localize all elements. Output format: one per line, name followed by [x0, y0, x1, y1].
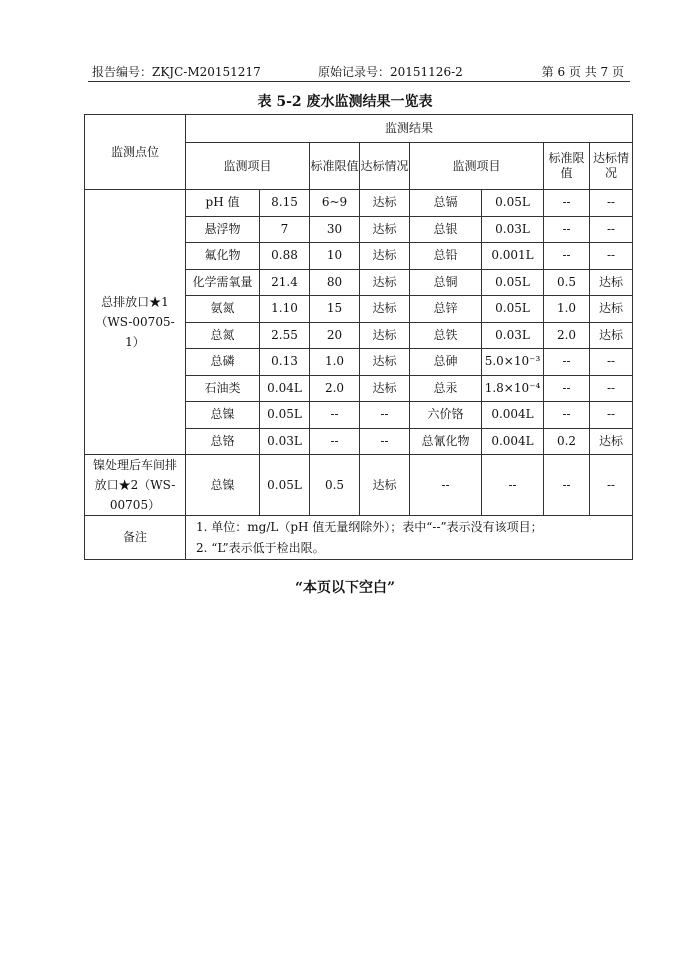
- item-value: 1.10: [260, 296, 310, 323]
- table-body: [85, 115, 633, 560]
- item-status: 达标: [360, 349, 410, 376]
- item-value-2: 1.8×10⁻⁴: [482, 375, 544, 402]
- column-header-item: 监测项目: [186, 143, 310, 190]
- report-number: 报告编号：ZKJC-M20151217: [92, 65, 261, 79]
- item-value-2: 0.03L: [482, 322, 544, 349]
- monitoring-point-label: 镍处理后车间排放口★2（WS-00705）: [85, 455, 186, 516]
- results-table: [84, 114, 633, 560]
- item-limit-2: 2.0: [544, 322, 590, 349]
- item-name: 氨氮: [186, 296, 260, 323]
- item-value-2: --: [482, 455, 544, 516]
- item-name-2: 总氰化物: [410, 428, 482, 455]
- item-status: 达标: [360, 455, 410, 516]
- item-status-2: 达标: [590, 269, 633, 296]
- item-name-2: 总银: [410, 216, 482, 243]
- item-name-2: 总铅: [410, 243, 482, 270]
- column-header-item-2: 监测项目: [410, 143, 544, 190]
- item-name-2: --: [410, 455, 482, 516]
- item-value-2: 0.001L: [482, 243, 544, 270]
- item-status: --: [360, 428, 410, 455]
- table-row: [85, 455, 633, 516]
- item-value-2: 0.03L: [482, 216, 544, 243]
- column-header-status-2: 达标情况: [590, 143, 633, 190]
- column-header-point: 监测点位: [85, 115, 186, 190]
- item-name-2: 总砷: [410, 349, 482, 376]
- item-limit-2: --: [544, 402, 590, 429]
- item-limit: 30: [310, 216, 360, 243]
- page-end-note: “本页以下空白”: [294, 580, 396, 596]
- monitoring-point-label: 总排放口★1（WS-00705-1）: [85, 190, 186, 455]
- item-limit: 1.0: [310, 349, 360, 376]
- item-value-2: 0.05L: [482, 296, 544, 323]
- item-limit-2: --: [544, 216, 590, 243]
- item-value: 0.04L: [260, 375, 310, 402]
- item-value: 0.13: [260, 349, 310, 376]
- item-value: 0.88: [260, 243, 310, 270]
- item-status: 达标: [360, 216, 410, 243]
- item-name: 氟化物: [186, 243, 260, 270]
- item-limit-2: --: [544, 243, 590, 270]
- item-status: 达标: [360, 269, 410, 296]
- item-limit-2: 1.0: [544, 296, 590, 323]
- item-status-2: --: [590, 375, 633, 402]
- item-value-2: 5.0×10⁻³: [482, 349, 544, 376]
- item-status-2: --: [590, 349, 633, 376]
- table-row: [85, 190, 633, 217]
- item-status: --: [360, 402, 410, 429]
- column-header-results: 监测结果: [186, 115, 633, 143]
- page-number: 第 6 页 共 7 页: [541, 65, 624, 79]
- item-value: 0.05L: [260, 402, 310, 429]
- item-name: pH 值: [186, 190, 260, 217]
- column-header-limit: 标准限值: [310, 143, 360, 190]
- item-name: 悬浮物: [186, 216, 260, 243]
- item-limit: 15: [310, 296, 360, 323]
- item-value: 7: [260, 216, 310, 243]
- item-limit: 6~9: [310, 190, 360, 217]
- item-value: 8.15: [260, 190, 310, 217]
- item-name: 总镍: [186, 455, 260, 516]
- item-value: 0.03L: [260, 428, 310, 455]
- item-limit-2: 0.2: [544, 428, 590, 455]
- table-header-row: [85, 115, 633, 143]
- item-status: 达标: [360, 322, 410, 349]
- item-value: 21.4: [260, 269, 310, 296]
- item-value-2: 0.05L: [482, 269, 544, 296]
- column-header-status: 达标情况: [360, 143, 410, 190]
- item-name: 总镍: [186, 402, 260, 429]
- item-name-2: 总铜: [410, 269, 482, 296]
- column-header-limit-2: 标准限值: [544, 143, 590, 190]
- table-title: 表 5-2 废水监测结果一览表: [257, 94, 433, 110]
- item-limit-2: --: [544, 455, 590, 516]
- notes-label: 备注: [85, 516, 186, 560]
- item-value: 0.05L: [260, 455, 310, 516]
- item-name-2: 总镉: [410, 190, 482, 217]
- item-status: 达标: [360, 190, 410, 217]
- item-value-2: 0.004L: [482, 428, 544, 455]
- item-status-2: 达标: [590, 322, 633, 349]
- item-limit: 20: [310, 322, 360, 349]
- item-status-2: --: [590, 455, 633, 516]
- item-name-2: 总铁: [410, 322, 482, 349]
- item-limit: --: [310, 428, 360, 455]
- page-header: [88, 63, 630, 82]
- item-status: 达标: [360, 243, 410, 270]
- item-limit-2: --: [544, 349, 590, 376]
- notes-row: [85, 516, 633, 560]
- item-status-2: --: [590, 216, 633, 243]
- item-name: 总氮: [186, 322, 260, 349]
- item-name: 化学需氧量: [186, 269, 260, 296]
- item-status-2: 达标: [590, 296, 633, 323]
- item-status-2: 达标: [590, 428, 633, 455]
- item-value: 2.55: [260, 322, 310, 349]
- item-status-2: --: [590, 190, 633, 217]
- item-name-2: 总锌: [410, 296, 482, 323]
- note-line: 2. “L”表示低于检出限。: [196, 540, 325, 555]
- note-line: 1. 单位：mg/L（pH 值无量纲除外）；表中“--”表示没有该项目；: [196, 519, 543, 534]
- item-name: 总铬: [186, 428, 260, 455]
- item-limit: --: [310, 402, 360, 429]
- item-limit-2: 0.5: [544, 269, 590, 296]
- item-limit-2: --: [544, 375, 590, 402]
- item-name-2: 总汞: [410, 375, 482, 402]
- item-status-2: --: [590, 402, 633, 429]
- item-limit: 80: [310, 269, 360, 296]
- item-limit: 10: [310, 243, 360, 270]
- item-status: 达标: [360, 375, 410, 402]
- item-value-2: 0.004L: [482, 402, 544, 429]
- item-name-2: 六价铬: [410, 402, 482, 429]
- item-limit-2: --: [544, 190, 590, 217]
- item-value-2: 0.05L: [482, 190, 544, 217]
- notes-content: [186, 516, 633, 560]
- item-limit: 2.0: [310, 375, 360, 402]
- item-name: 石油类: [186, 375, 260, 402]
- item-status: 达标: [360, 296, 410, 323]
- item-limit: 0.5: [310, 455, 360, 516]
- record-number: 原始记录号：20151126-2: [318, 65, 463, 79]
- item-name: 总磷: [186, 349, 260, 376]
- item-status-2: --: [590, 243, 633, 270]
